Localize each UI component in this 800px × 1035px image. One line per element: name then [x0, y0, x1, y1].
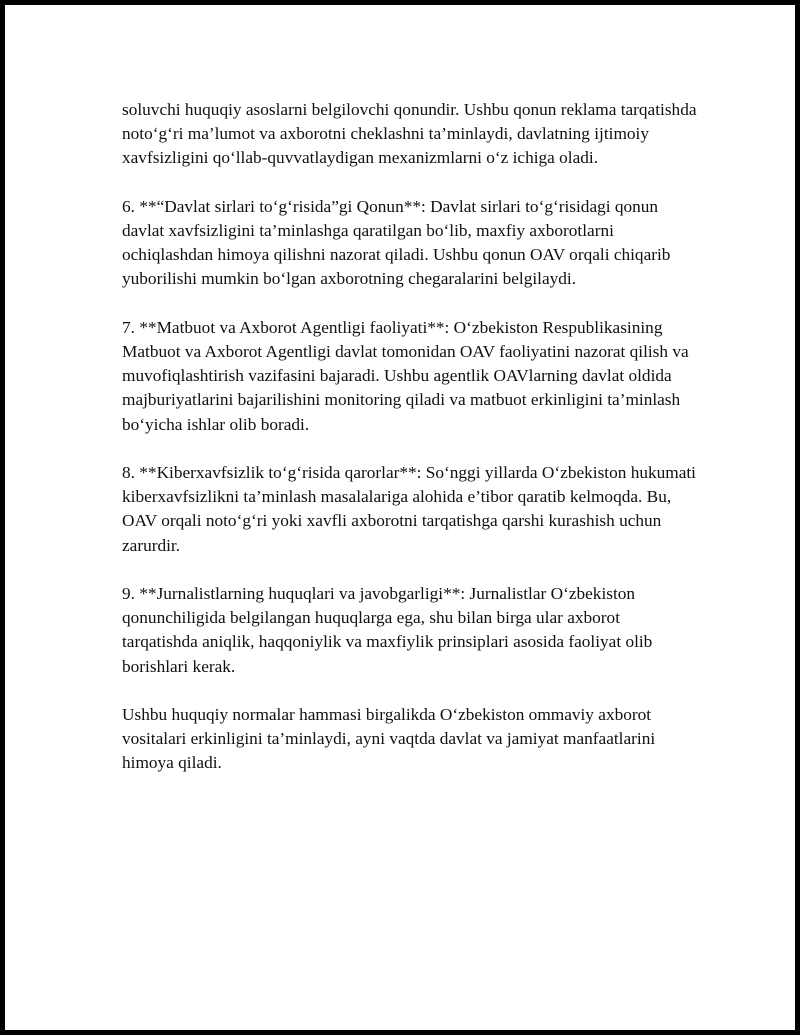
paragraph-continuation: soluvchi huquqiy asoslarni belgilovchi qonundir. Ushbu qonun reklama tarqatishda noto‘g‘ri ma’lumot va axborotni cheklashni ta’minlaydi, davlatning ijtimoiy xavfsizligini qo‘llab-quvvatlaydigan mexanizmlarni o‘z ichiga oladi. — [122, 100, 697, 168]
paragraph-item-8: 8. **Kiberxavfsizlik to‘g‘risida qarorlar**: So‘nggi yillarda O‘zbekiston hukumati kiberxavfsizlikni ta’minlash masalalariga alohida e’tibor qaratib kelmoqda. Bu, OAV orqali noto‘g‘ri yoki xavfli axborotni tarqatishga qarshi kurashish uchun zarurdir. — [122, 463, 696, 555]
paragraph-item-9: 9. **Jurnalistlarning huquqlari va javobgarligi**: Jurnalistlar O‘zbekiston qonunchiligida belgilangan huquqlarga ega, shu bilan birga ular axborot tarqatishda aniqlik, haqqoniylik va maxfiylik prinsiplari asosida faoliyat olib borishlari kerak. — [122, 584, 653, 676]
paragraph-item-7: 7. **Matbuot va Axborot Agentligi faoliyati**: O‘zbekiston Respublikasining Matbuot va Axborot Agentligi davlat tomonidan OAV faoliyatini nazorat qilish va muvofiqlashtirish vazifasini bajaradi. Ushbu agentlik OAVlarning davlat oldida majburiyatlarini bajarilishini monitoring qiladi va matbuot erkinligini ta’minlash bo‘yicha ishlar olib boradi. — [122, 317, 689, 434]
document-body — [122, 98, 700, 800]
paragraph-item-6: 6. **“Davlat sirlari to‘g‘risida”gi Qonun**: Davlat sirlari to‘g‘risidagi qonun davlat xavfsizligini ta’minlashga qaratilgan bo‘lib, maxfiy axborotlarni ochiqlashdan himoya qilishni nazorat qiladi. Ushbu qonun OAV orqali chiqarib yuborilishi mumkin bo‘lgan axborotning chegaralarini belgilaydi. — [122, 196, 671, 289]
paragraph-conclusion: Ushbu huquqiy normalar hammasi birgalikda O‘zbekiston ommaviy axborot vositalari erkinligini ta’minlaydi, ayni vaqtda davlat va jamiyat manfaatlarini himoya qiladi. — [122, 705, 656, 773]
